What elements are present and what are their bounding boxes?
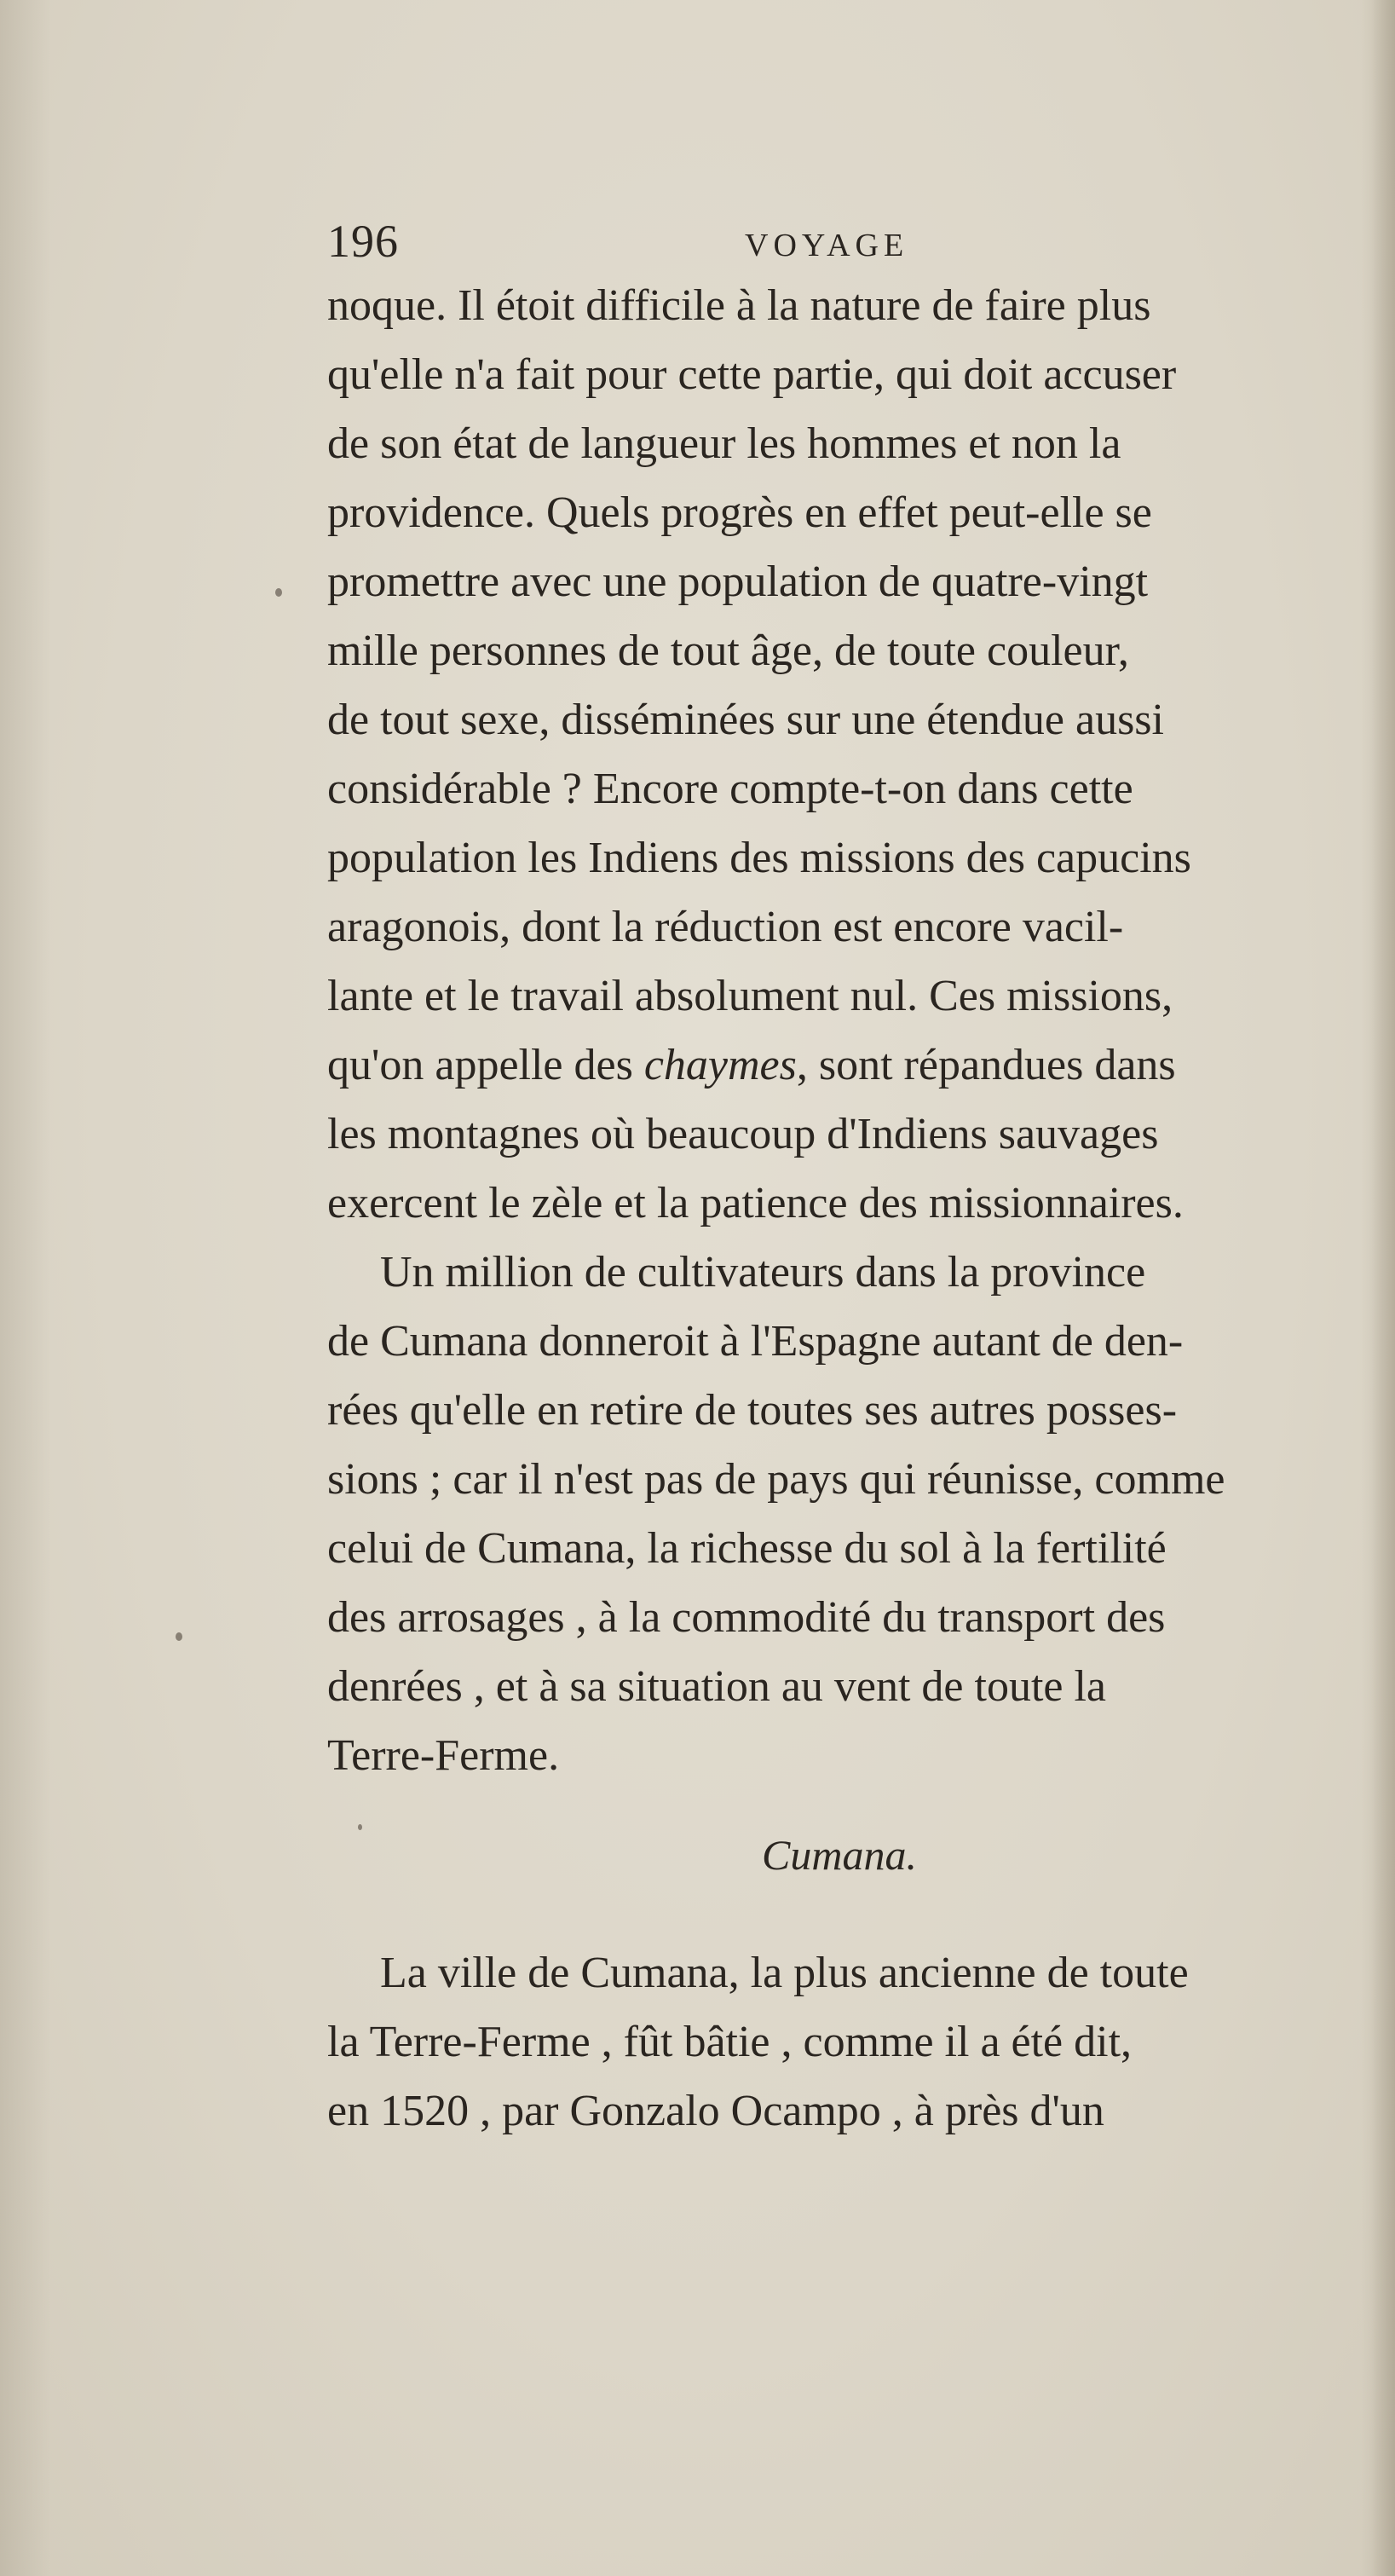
text-line: sions ; car il n'est pas de pays qui réunisse, comme <box>327 1455 1225 1504</box>
text-line: La ville de Cumana, la plus ancienne de toute <box>380 1949 1189 1997</box>
text-line: considérable ? Encore compte-t-on dans cette <box>327 765 1133 813</box>
text-line: noque. Il étoit difficile à la nature de faire plus <box>327 281 1151 330</box>
text-line: promettre avec une population de quatre-vingt <box>327 557 1149 606</box>
text-line: des arrosages , à la commodité du transport des <box>327 1593 1166 1642</box>
running-head: VOYAGE <box>745 228 909 263</box>
page-header <box>327 215 1213 274</box>
text-line: de tout sexe, disséminées sur une étendue aussi <box>327 696 1164 744</box>
text-line: qu'elle n'a fait pour cette partie, qui doit accuser <box>327 350 1177 399</box>
text-line: de Cumana donneroit à l'Espagne autant de den- <box>327 1317 1184 1366</box>
text-line: celui de Cumana, la richesse du sol à la fertilité <box>327 1524 1167 1573</box>
text-line: providence. Quels progrès en effet peut-elle se <box>327 488 1152 537</box>
text-line: les montagnes où beaucoup d'Indiens sauvages <box>327 1110 1159 1158</box>
body-text <box>327 271 1388 2146</box>
text-line: lante et le travail absolument nul. Ces missions, <box>327 972 1173 1020</box>
text-line: population les Indiens des missions des capucins <box>327 834 1191 882</box>
text-line: la Terre-Ferme , fût bâtie , comme il a été dit, <box>327 2018 1133 2066</box>
text-line: rées qu'elle en retire de toutes ses autres posses- <box>327 1386 1178 1435</box>
text-line: exercent le zèle et la patience des missionnaires. <box>327 1179 1184 1227</box>
paper-spot <box>275 588 282 597</box>
paragraph-3 <box>327 1938 1388 2146</box>
paragraph-1 <box>327 271 1388 1238</box>
page-number: 196 <box>327 216 399 267</box>
text-line: qu'on appelle des chaymes, sont répandues dans <box>327 1041 1176 1089</box>
text-line: denrées , et à sa situation au vent de toute la <box>327 1662 1107 1711</box>
text-line: Un million de cultivateurs dans la province <box>380 1248 1146 1297</box>
paper-spot <box>176 1632 182 1641</box>
paper-spot <box>358 1824 362 1830</box>
text-line: en 1520 , par Gonzalo Ocampo , à près d'un <box>327 2087 1104 2135</box>
text-line: aragonois, dont la réduction est encore vacil- <box>327 903 1124 951</box>
section-title: Cumana. <box>762 1831 917 1879</box>
text-line: Terre-Ferme. <box>327 1731 560 1780</box>
text-line: de son état de langueur les hommes et non la <box>327 419 1121 468</box>
text-line: mille personnes de tout âge, de toute couleur, <box>327 627 1129 675</box>
paragraph-2 <box>327 1238 1388 1790</box>
